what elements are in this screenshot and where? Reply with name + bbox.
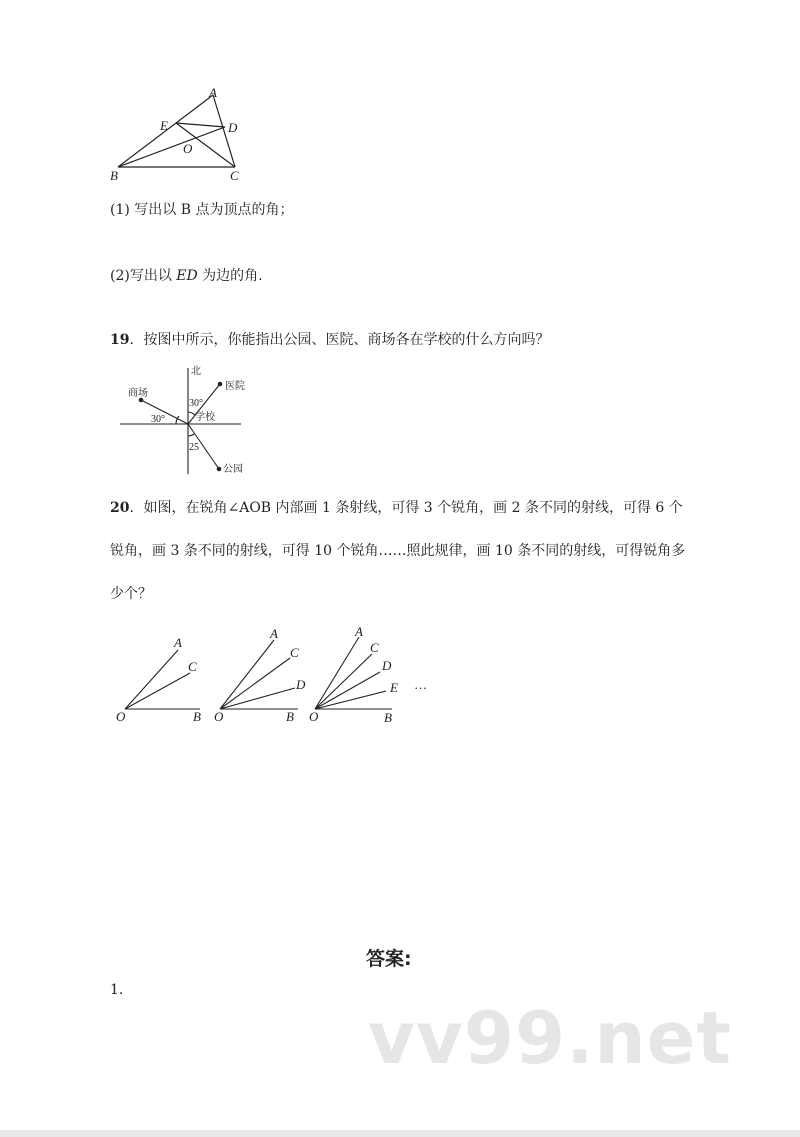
f1-label-A: A (174, 635, 182, 650)
f3-label-B: B (384, 710, 392, 725)
q19-text (110, 330, 549, 350)
q18-part1: (1) 写出以 B 点为顶点的角； (110, 202, 294, 218)
angle-rays-figures (110, 625, 440, 730)
label-school: 学校 (195, 412, 215, 423)
q19-body: ．按图中所示，你能指出公园、医院、商场各在学校的什么方向吗？ (129, 332, 550, 348)
answer-item-1: 1. (110, 982, 124, 998)
label-hospital: 医院 (225, 381, 245, 392)
f3-label-O: O (309, 709, 319, 724)
f3-label-C: C (370, 640, 379, 655)
label-B: B (110, 168, 118, 183)
label-C: C (230, 168, 239, 183)
q20-line1 (110, 498, 683, 518)
label-D: D (228, 120, 238, 135)
f2-label-B: B (286, 709, 294, 724)
q20-line3: 少个？ (110, 586, 152, 602)
label-angle-hospital: 30° (189, 398, 203, 409)
watermark: vv99.net (368, 996, 732, 1080)
label-angle-mall: 30° (151, 414, 165, 425)
f3-label-D: D (382, 658, 392, 673)
f2-label-D: D (296, 677, 306, 692)
q18-part2 (110, 266, 263, 286)
answer-heading: 答案: (366, 948, 412, 970)
f2-label-C: C (290, 645, 299, 660)
label-O: O (183, 141, 193, 156)
q18-part2-var: ED (176, 268, 198, 284)
label-north: 北 (191, 366, 201, 377)
f1-label-C: C (188, 659, 197, 674)
q18-part2-suffix: 为边的角. (197, 268, 263, 284)
label-E: E (160, 118, 168, 133)
label-park: 公园 (223, 464, 243, 475)
q19-number: 19 (110, 332, 130, 348)
label-angle-park: 25 (189, 442, 199, 453)
f2-label-O: O (214, 709, 224, 724)
f3-label-A: A (355, 625, 363, 639)
f3-label-E: E (390, 680, 398, 695)
label-mall: 商场 (128, 388, 148, 399)
q20-line1-text: ．如图，在锐角∠AOB 内部画 1 条射线，可得 3 个锐角，画 2 条不同的射线，可得 6 个 (129, 500, 683, 516)
f1-label-B: B (193, 709, 201, 724)
f2-label-A: A (270, 626, 278, 641)
direction-figure (115, 362, 275, 480)
f3-ellipsis: … (415, 677, 427, 692)
q20-number: 20 (110, 500, 130, 516)
label-A: A (209, 85, 217, 100)
q20-line2: 锐角，画 3 条不同的射线，可得 10 个锐角……照此规律，画 10 条不同的射线，可得锐角多 (110, 543, 686, 559)
f1-label-O: O (116, 709, 126, 724)
q18-part2-prefix: (2)写出以 (110, 268, 177, 284)
triangle-figure (105, 85, 255, 185)
